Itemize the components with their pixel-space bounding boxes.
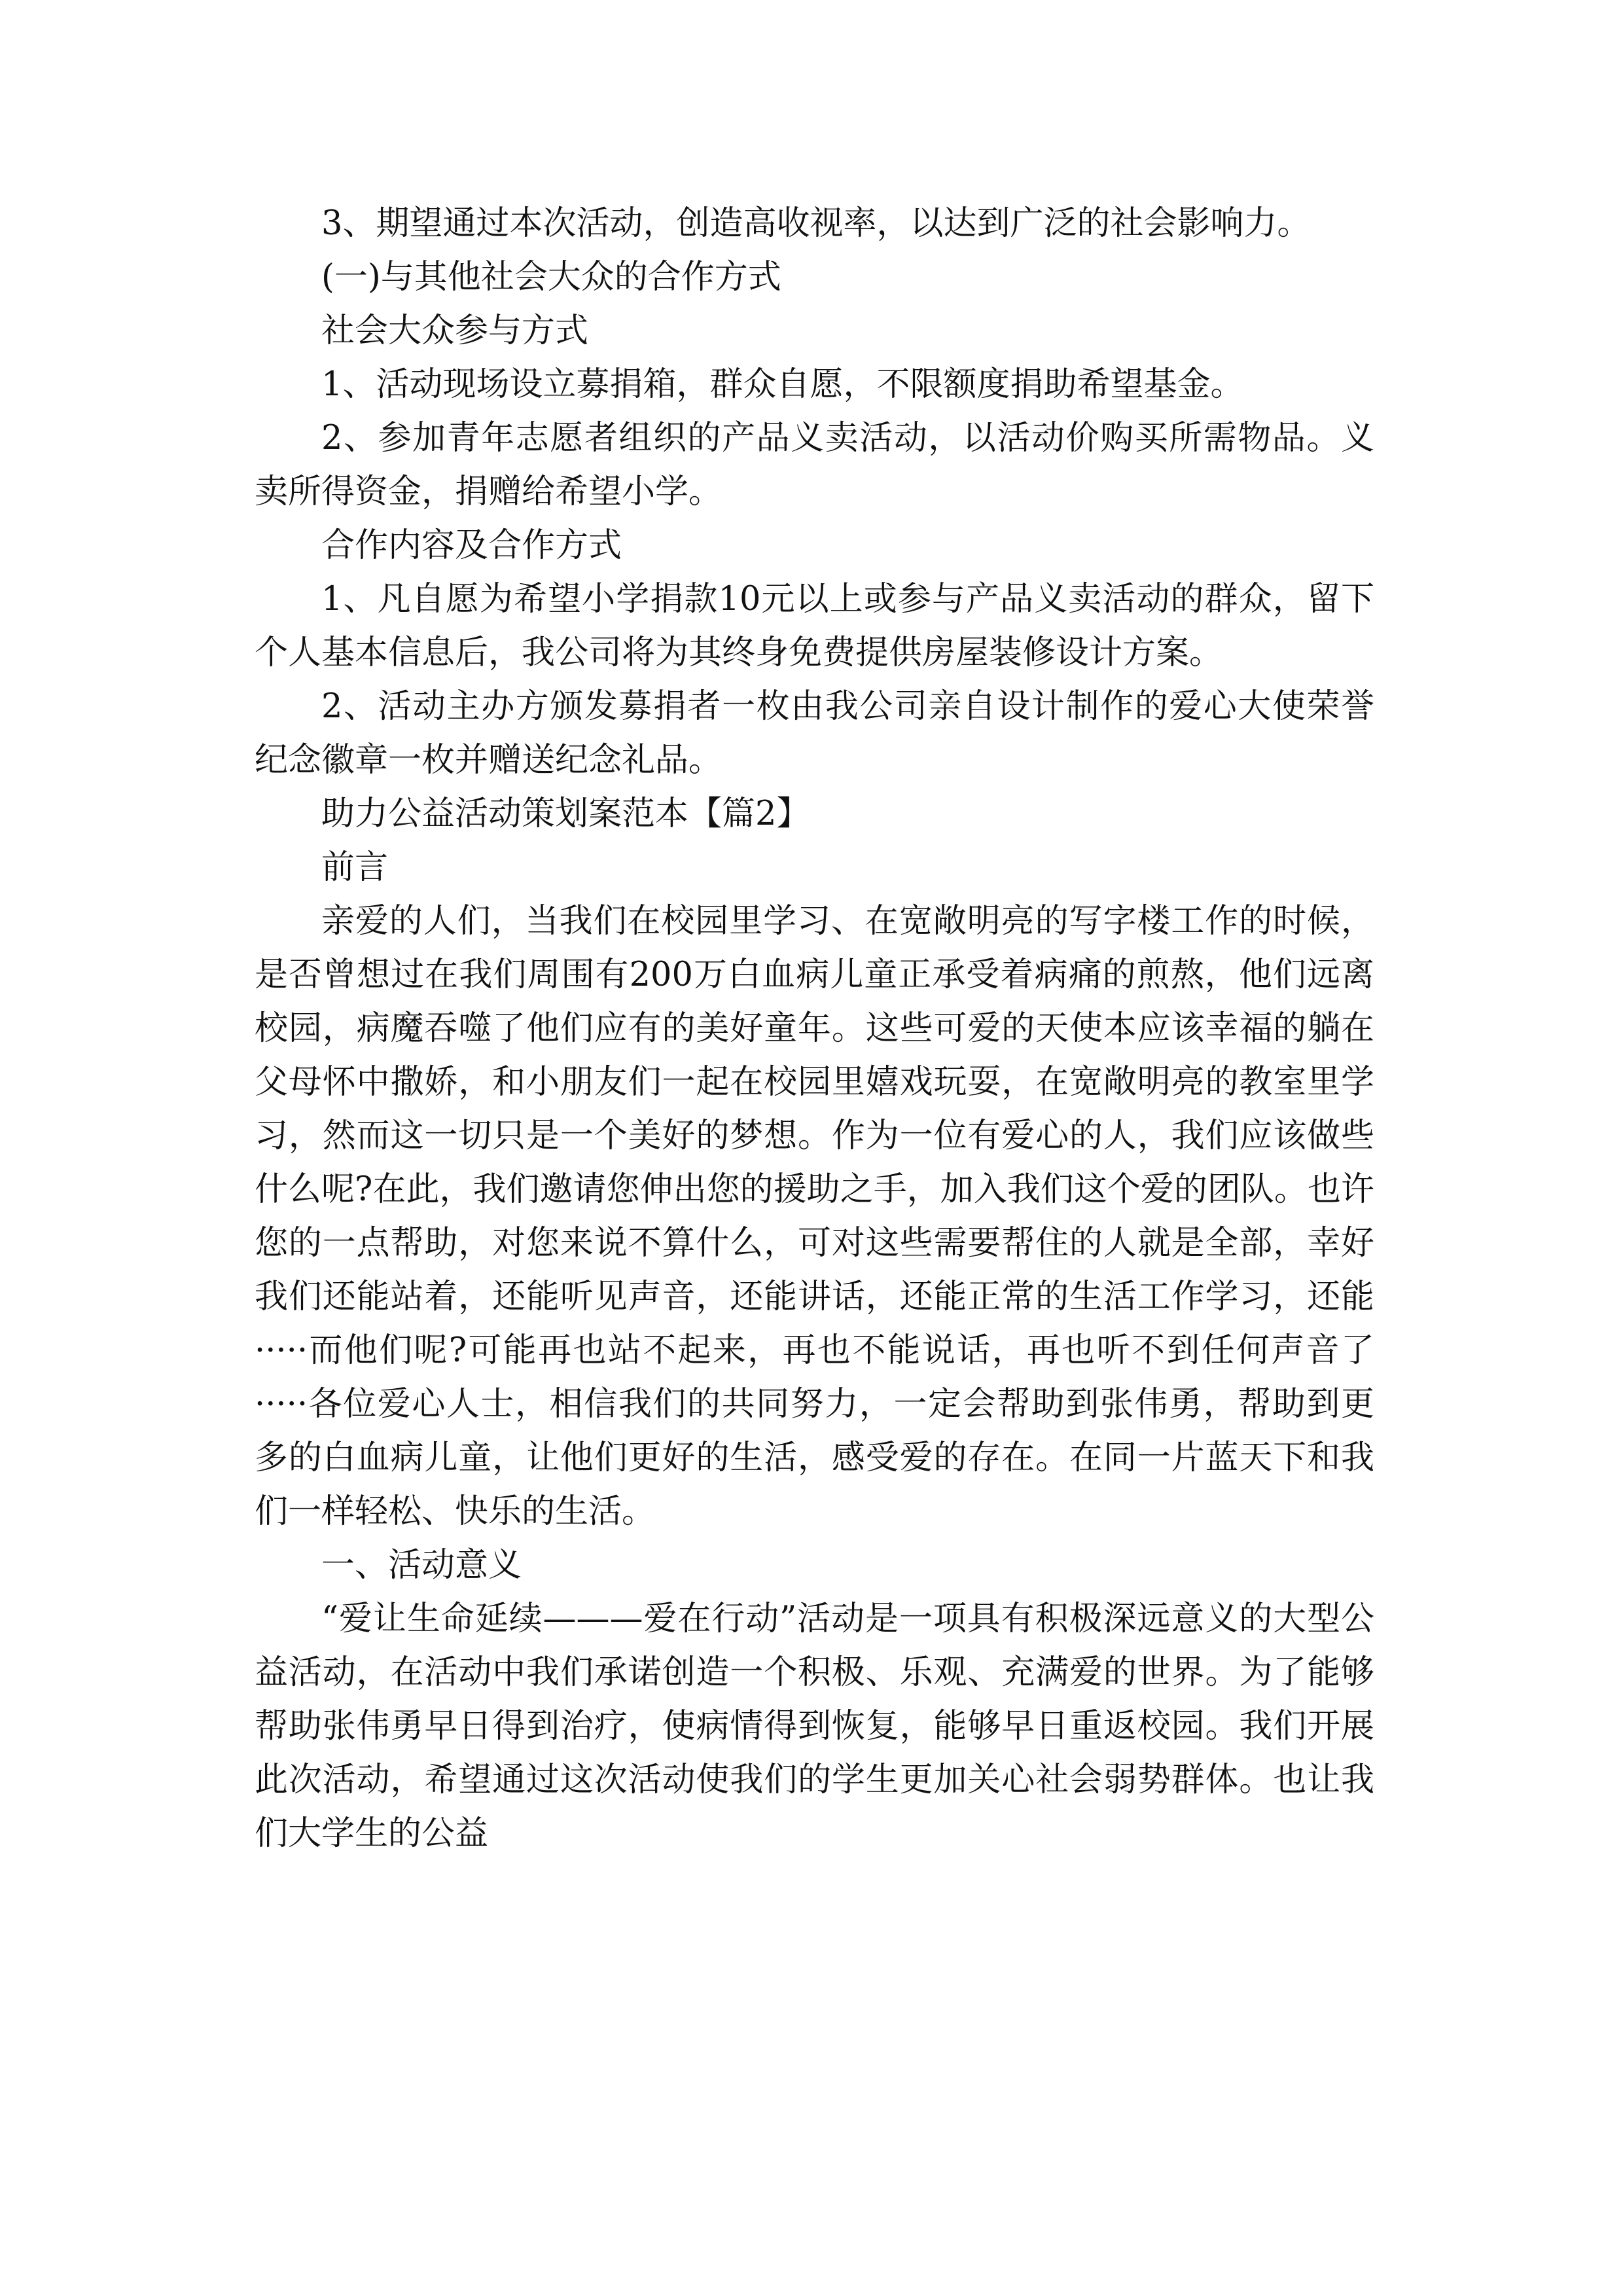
section-title-part-2: 助力公益活动策划案范本【篇2】 bbox=[321, 795, 810, 833]
heading-cooperation-public: (一)与其他社会大众的合作方式 bbox=[321, 258, 781, 296]
paragraph-cooperation-1: 1、凡自愿为希望小学捐款10元以上或参与产品义卖活动的群众，留下个人基本信息后，我公司将为其终身免费提供房屋装修设计方案。 bbox=[255, 580, 1374, 672]
paragraph-participation-2: 2、参加青年志愿者组织的产品义卖活动，以活动价购买所需物品。义卖所得资金，捐赠给希望小学。 bbox=[255, 419, 1374, 511]
document-body bbox=[255, 197, 1374, 1861]
subheading-cooperation-content: 合作内容及合作方式 bbox=[321, 526, 622, 565]
paragraph-activity-significance: “爱让生命延续———爱在行动”活动是一项具有积极深远意义的大型公益活动，在活动中我们承诺创造一个积极、乐观、充满爱的世界。为了能够帮助张伟勇早日得到治疗，使病情得到恢复，能够早日重返校园。我们开展此次活动，希望通过这次活动使我们的学生更加关心社会弱势群体。也让我们大学生的公益 bbox=[255, 1600, 1374, 1853]
paragraph-goal-3: 3、期望通过本次活动，创造高收视率，以达到广泛的社会影响力。 bbox=[321, 204, 1311, 243]
subheading-public-participation: 社会大众参与方式 bbox=[321, 312, 589, 350]
paragraph-cooperation-2: 2、活动主办方颁发募捐者一枚由我公司亲自设计制作的爱心大使荣誉纪念徽章一枚并赠送纪念礼品。 bbox=[255, 687, 1374, 780]
heading-activity-significance: 一、活动意义 bbox=[321, 1546, 522, 1585]
paragraph-participation-1: 1、活动现场设立募捐箱，群众自愿，不限额度捐助希望基金。 bbox=[321, 365, 1244, 404]
paragraph-preface: 亲爱的人们，当我们在校园里学习、在宽敞明亮的写字楼工作的时候，是否曾想过在我们周围有200万白血病儿童正承受着病痛的煎熬，他们远离校园，病魔吞噬了他们应有的美好童年。这些可爱的天使本应该幸福的躺在父母怀中撒娇，和小朋友们一起在校园里嬉戏玩耍，在宽敞明亮的教室里学习，然而这一切只是一个美好的梦想。作为一位有爱心的人，我们应该做些什么呢?在此，我们邀请您伸出您的援助之手，加入我们这个爱的团队。也许您的一点帮助，对您来说不算什么，可对这些需要帮住的人就是全部，幸好我们还能站着，还能听见声音，还能讲话，还能正常的生活工作学习，还能·····而他们呢?可能再也站不起来，再也不能说话，再也听不到任何声音了·····各位爱心人士，相信我们的共同努力，一定会帮助到张伟勇，帮助到更多的白血病儿童，让他们更好的生活，感受爱的存在。在同一片蓝天下和我们一样轻松、快乐的生活。 bbox=[255, 902, 1374, 1531]
heading-preface: 前言 bbox=[321, 848, 389, 887]
